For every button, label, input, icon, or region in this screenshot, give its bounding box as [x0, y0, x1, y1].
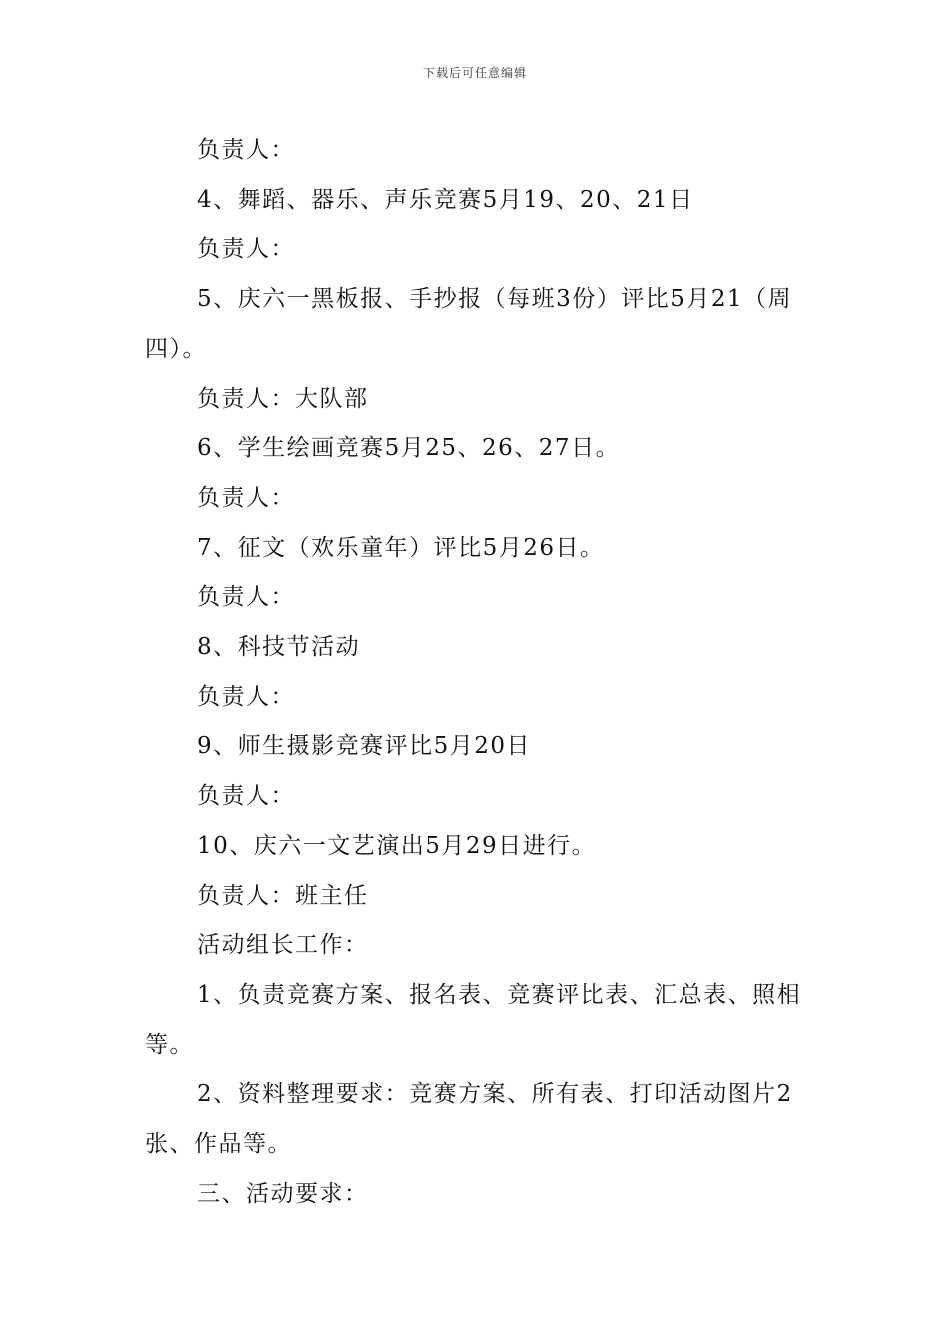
paragraph-group-leader-heading: 活动组长工作： — [197, 932, 369, 959]
document-body — [145, 126, 805, 1219]
paragraph-responsible-7: 负责人： — [197, 783, 295, 810]
paragraph-leader-task-1: 1、负责竞赛方案、报名表、竞赛评比表、汇总表、照相等。 — [145, 981, 802, 1058]
paragraph-responsible-1: 负责人： — [197, 137, 295, 163]
paragraph-item-10-performance: 10、庆六一文艺演出5月29日进行。 — [197, 832, 597, 859]
paragraph-responsible-3: 负责人：大队部 — [197, 385, 369, 412]
paragraph-leader-task-2: 2、资料整理要求：竞赛方案、所有表、打印活动图片2张、作品等。 — [145, 1081, 793, 1158]
page-header: 下载后可任意编辑 — [422, 66, 527, 80]
paragraph-item-9-photography: 9、师生摄影竞赛评比5月20日 — [197, 733, 532, 760]
paragraph-item-5-blackboard: 5、庆六一黑板报、手抄报（每班3份）评比5月21（周四）。 — [145, 286, 793, 362]
paragraph-responsible-8: 负责人：班主任 — [197, 882, 369, 909]
paragraph-item-6-painting: 6、学生绘画竞赛5月25、26、27日。 — [197, 435, 621, 462]
paragraph-responsible-5: 负责人： — [197, 584, 295, 611]
paragraph-item-4-dance-music: 4、舞蹈、器乐、声乐竞赛5月19、20、21日 — [197, 186, 694, 213]
paragraph-responsible-6: 负责人： — [197, 683, 295, 710]
paragraph-responsible-2: 负责人： — [197, 236, 295, 263]
paragraph-responsible-4: 负责人： — [197, 484, 295, 511]
section-heading-requirements: 三、活动要求： — [197, 1180, 369, 1207]
paragraph-item-7-essay: 7、征文（欢乐童年）评比5月26日。 — [197, 534, 605, 561]
paragraph-item-8-science: 8、科技节活动 — [197, 634, 361, 661]
